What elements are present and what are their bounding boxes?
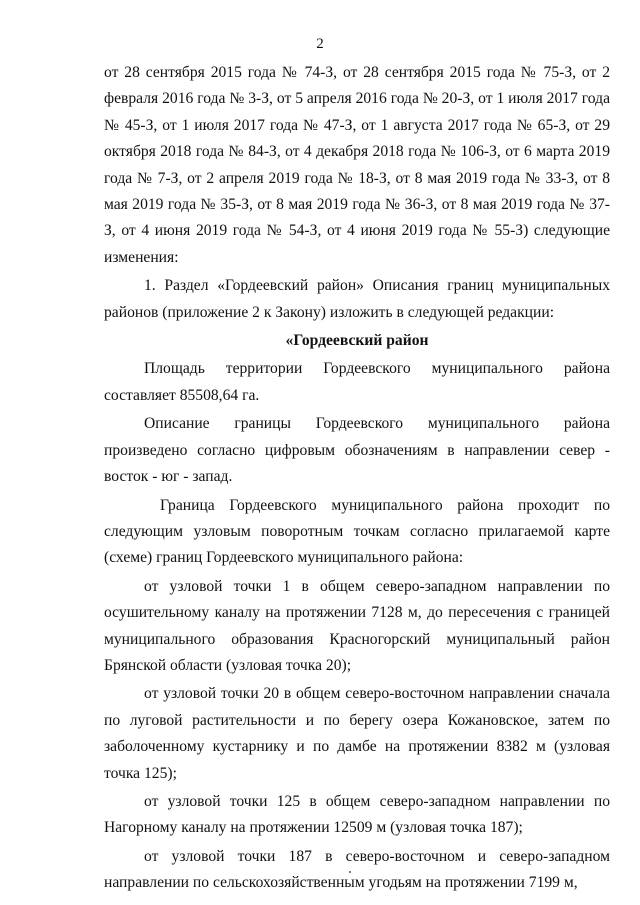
paragraph-description-method: Описание границы Гордеевского муниципального района произведено согласно цифровым обозначениям в направлении север - восток - юг - запад.: [104, 415, 610, 486]
page-number: 2: [316, 36, 324, 52]
scan-speck: [349, 871, 351, 873]
paragraph-boundary-segment-187: от узловой точки 187 в северо-восточном и северо-западном направлении по сельскохозяйственным угодьям на протяжении 7199 м,: [104, 847, 610, 892]
section-heading: «Гордеевский район: [285, 332, 429, 350]
paragraph-boundary-segment-1: от узловой точки 1 в общем северо-западном направлении по осушительному каналу на протяжении 7128 м, до пересечения с границей муниципального образования Красногорский муниципальный район Брянской области (узловая точка 20);: [104, 577, 610, 674]
paragraph-boundary-segment-125: от узловой точки 125 в общем северо-западном направлении по Нагорному каналу на протяжении 12509 м (узловая точка 187);: [104, 792, 610, 837]
paragraph-boundary-intro: Граница Гордеевского муниципального района проходит по следующим узловым поворотным точкам согласно прилагаемой карте (схеме) границ Гордеевского муниципального района:: [104, 496, 610, 567]
paragraph-section-replacement: 1. Раздел «Гордеевский район» Описания границ муниципальных районов (приложение 2 к Закону) изложить в следующей редакции:: [104, 277, 610, 321]
paragraph-boundary-segment-20: от узловой точки 20 в общем северо-восточном направлении сначала по луговой растительности и по берегу озера Кожановское, затем по заболоченному кустарнику и по дамбе на протяжении 8382 м (узловая точка 125);: [104, 685, 610, 782]
document-body: [104, 60, 610, 897]
paragraph-amendments-list: от 28 сентября 2015 года № 74-З, от 28 сентября 2015 года № 75-З, от 2 февраля 2016 года № 3-З, от 5 апреля 2016 года № 20-З, от 1 июля 2017 года № 45-З, от 1 июля 2017 года № 47-З, от 1 августа 2017 года № 65-З, от 29 октября 2018 года № 84-З, от 4 декабря 2018 года № 106-З, от 6 марта 2019 года № 7-З, от 2 апреля 2019 года № 18-З, от 8 мая 2019 года № 33-З, от 8 мая 2019 года № 35-З, от 8 мая 2019 года № 36-З, от 8 мая 2019 года № 37-З, от 4 июня 2019 года № 54-З, от 4 июня 2019 года № 55-З) следующие изменения:: [104, 64, 610, 266]
paragraph-area: Площадь территории Гордеевского муниципального района составляет 85508,64 га.: [104, 360, 610, 404]
